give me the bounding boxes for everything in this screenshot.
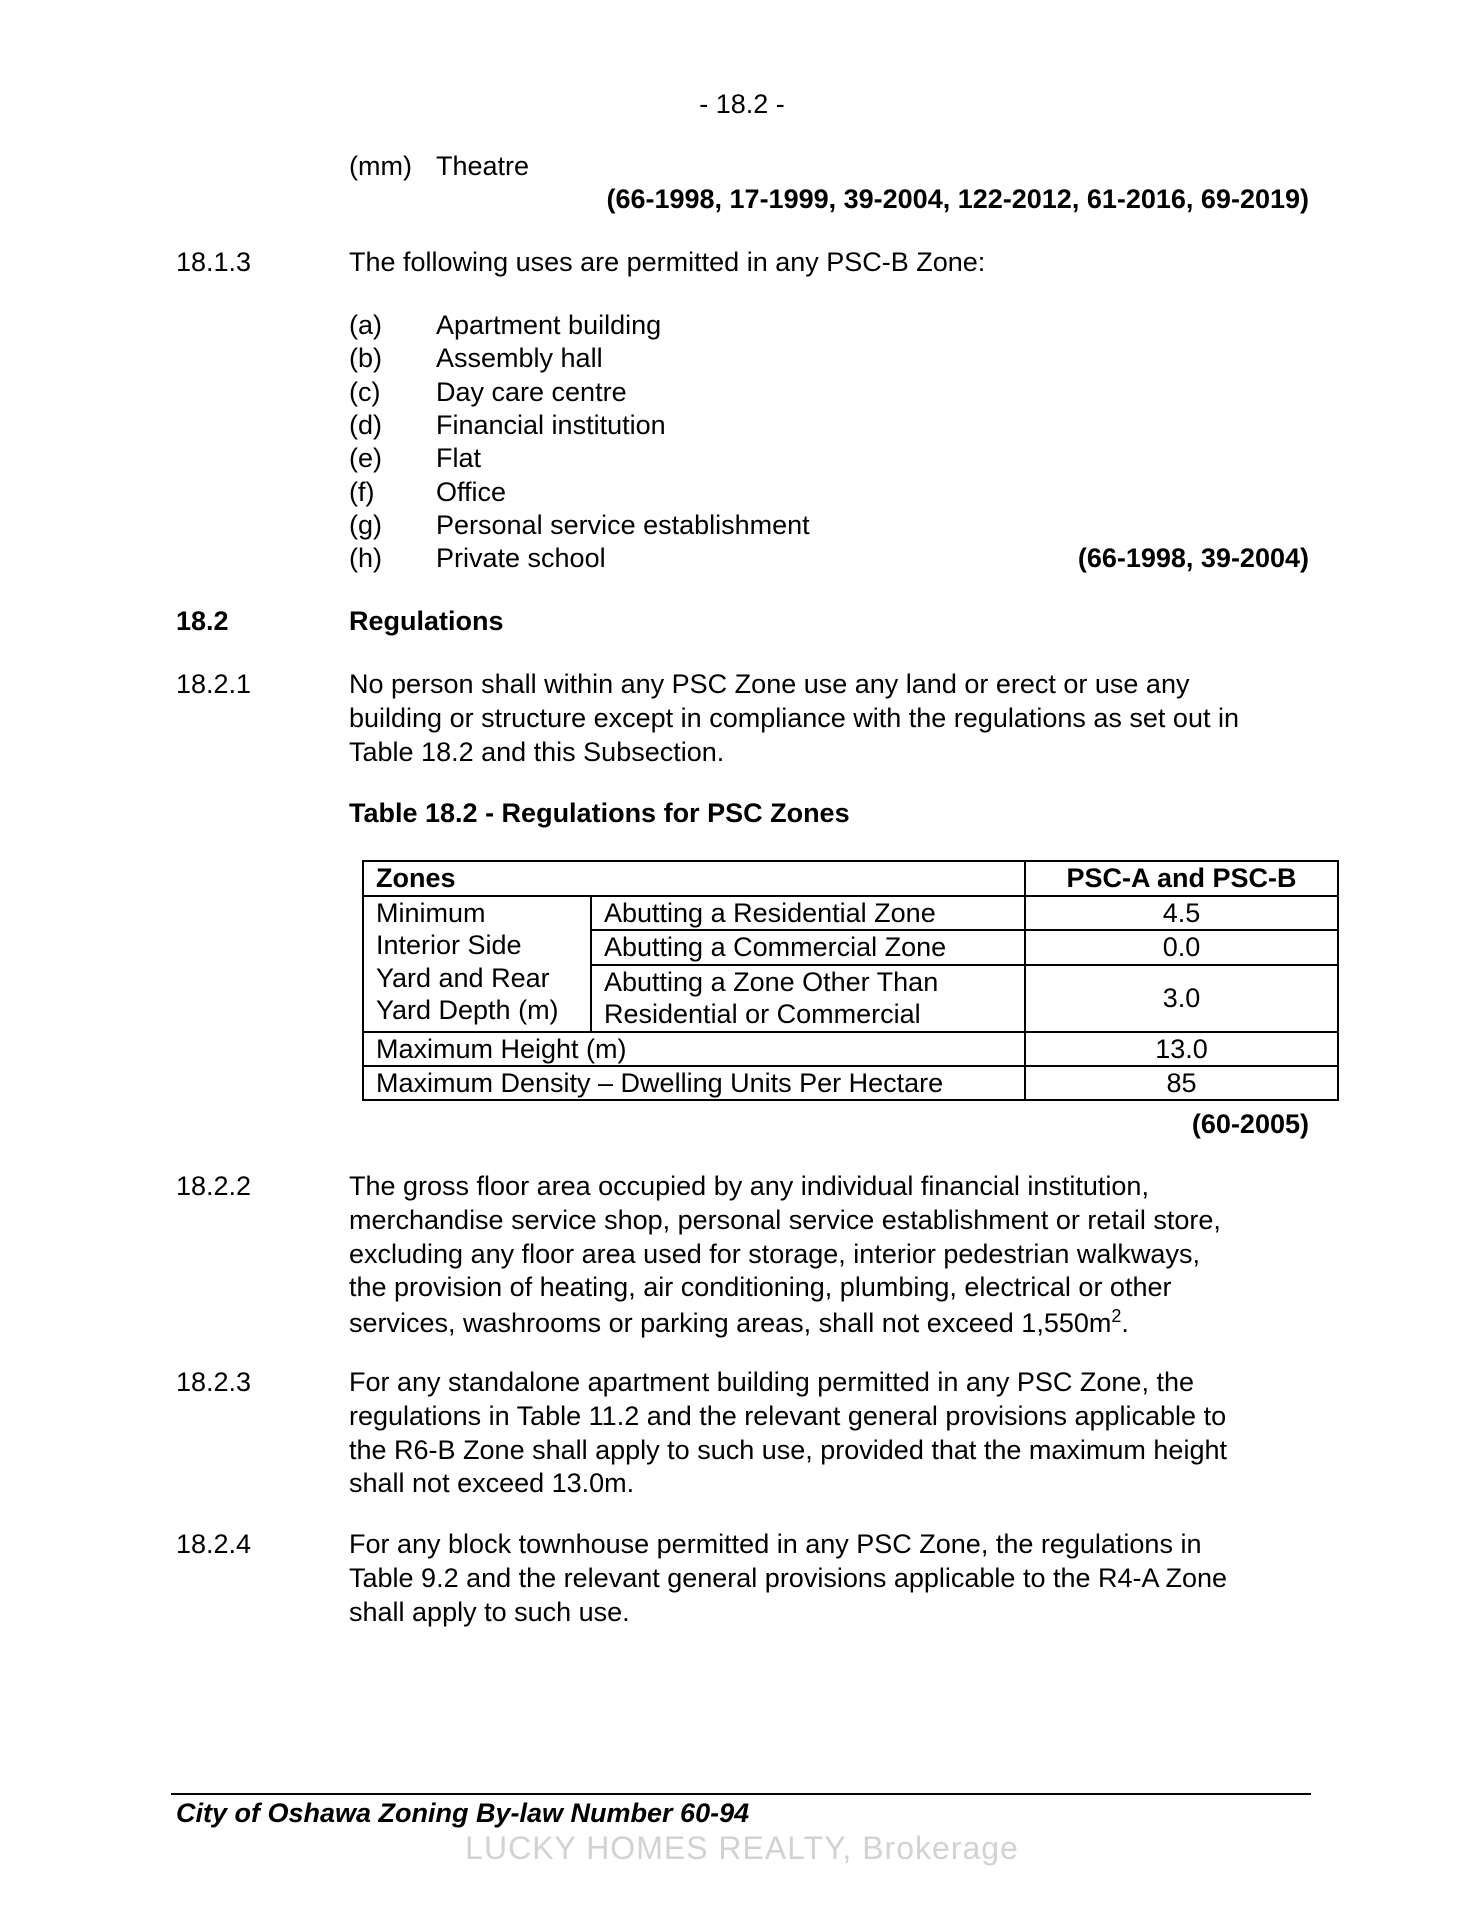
amendment-refs-theatre: (66-1998, 17-1999, 39-2004, 122-2012, 61-2016, 69-2019) [606, 184, 1309, 214]
table-header-zones: Zones [363, 861, 1025, 896]
section-number-18-1-3: 18.1.3 [176, 247, 252, 277]
footer-title: City of Oshawa Zoning By-law Number 60-94 [176, 1798, 750, 1828]
section-number-18-2-1: 18.2.1 [176, 669, 252, 699]
table-cell-line: Residential or Commercial [604, 999, 921, 1030]
paragraph-line: the R6-B Zone shall apply to such use, provided that the maximum height [349, 1434, 1227, 1465]
paragraph-line: excluding any floor area used for storage, interior pedestrian walkways, [349, 1238, 1200, 1269]
punctuation: . [1121, 1308, 1129, 1338]
regulations-table [362, 860, 1339, 1101]
list-item-text: Flat [436, 443, 482, 473]
list-item [349, 509, 810, 543]
table-cell-value: 85 [1025, 1066, 1338, 1100]
list-item-text: Day care centre [436, 377, 627, 407]
list-item-label: (mm) [349, 151, 412, 181]
paragraph-line: For any standalone apartment building permitted in any PSC Zone, the [349, 1367, 1194, 1397]
table-row [363, 896, 1338, 930]
list-item-label: (h) [349, 543, 382, 573]
list-item [349, 442, 481, 476]
list-item-text: Office [436, 477, 507, 507]
section-number-18-2-3: 18.2.3 [176, 1367, 252, 1397]
paragraph-line: shall apply to such use. [349, 1596, 630, 1627]
footer-divider [171, 1793, 1311, 1795]
paragraph-line: Table 9.2 and the relevant general provisions applicable to the R4-A Zone [349, 1562, 1228, 1593]
paragraph-line: regulations in Table 11.2 and the relevant general provisions applicable to [349, 1400, 1227, 1431]
list-item [349, 542, 606, 576]
table-cell-value: 13.0 [1025, 1032, 1338, 1066]
table-header-row [363, 861, 1338, 896]
list-item-text: Apartment building [436, 310, 662, 340]
list-item-label: (g) [349, 510, 382, 540]
setback-label-line: Minimum [376, 898, 486, 928]
paragraph-line: the provision of heating, air conditioning, plumbing, electrical or other [349, 1272, 1172, 1303]
table-header-value: PSC-A and PSC-B [1025, 861, 1338, 896]
table-cell-line: Abutting a Zone Other Than [604, 966, 939, 997]
section-text-18-2-3 [349, 1366, 1309, 1501]
list-item [349, 342, 603, 376]
section-number-18-2-2: 18.2.2 [176, 1171, 252, 1201]
list-item-label: (c) [349, 377, 381, 407]
amendment-refs-table: (60-2005) [1191, 1109, 1309, 1139]
setback-label-line: Interior Side [376, 930, 522, 961]
table-cell-label [591, 965, 1025, 1032]
paragraph-text: services, washrooms or parking areas, shall not exceed 1,550m [349, 1308, 1112, 1338]
section-text-18-2-2 [349, 1170, 1309, 1341]
list-item-theatre [349, 150, 529, 184]
setback-label-cell [363, 896, 591, 1032]
table-cell-value: 0.0 [1025, 930, 1338, 964]
paragraph-line: merchandise service shop, personal service establishment or retail store, [349, 1204, 1221, 1235]
setback-label-line: Yard and Rear [376, 962, 550, 993]
section-text-18-2-1 [349, 668, 1309, 769]
paragraph-line: For any block townhouse permitted in any PSC Zone, the regulations in [349, 1529, 1202, 1559]
section-number-18-2-4: 18.2.4 [176, 1529, 252, 1559]
section-title-18-2: Regulations [349, 606, 504, 636]
list-item-text: Private school [436, 543, 606, 573]
paragraph-line: building or structure except in compliance with the regulations as set out in [349, 702, 1239, 733]
table-row [363, 1032, 1338, 1066]
list-item-label: (e) [349, 443, 382, 473]
table-cell-label: Maximum Height (m) [363, 1032, 1025, 1066]
amendment-refs-18-1-3: (66-1998, 39-2004) [1077, 543, 1309, 573]
superscript: 2 [1111, 1306, 1122, 1326]
section-number-18-2: 18.2 [176, 606, 229, 636]
list-item-label: (a) [349, 310, 382, 340]
list-item-text: Personal service establishment [436, 510, 810, 540]
list-item-label: (b) [349, 343, 382, 373]
list-item [349, 376, 627, 410]
list-item-label: (f) [349, 477, 375, 507]
list-item [349, 309, 661, 343]
section-text-18-1-3: The following uses are permitted in any PSC-B Zone: [349, 247, 986, 277]
table-cell-label: Abutting a Commercial Zone [591, 930, 1025, 964]
setback-label-line: Yard Depth (m) [376, 995, 559, 1026]
paragraph-line: Table 18.2 and this Subsection. [349, 736, 725, 767]
page-number: - 18.2 - [699, 89, 785, 119]
list-item-label: (d) [349, 410, 382, 440]
section-text-18-2-4 [349, 1528, 1309, 1629]
table-cell-value: 4.5 [1025, 896, 1338, 930]
watermark: LUCKY HOMES REALTY, Brokerage [465, 1830, 1019, 1866]
table-row [363, 1066, 1338, 1100]
paragraph-line: No person shall within any PSC Zone use any land or erect or use any [349, 669, 1190, 699]
paragraph-line [349, 1305, 1309, 1341]
list-item-text: Assembly hall [436, 343, 603, 373]
table-title: Table 18.2 - Regulations for PSC Zones [349, 798, 850, 828]
table-cell-label: Maximum Density – Dwelling Units Per Hectare [363, 1066, 1025, 1100]
list-item-text: Financial institution [436, 410, 666, 440]
paragraph-line: shall not exceed 13.0m. [349, 1468, 635, 1499]
paragraph-line: The gross floor area occupied by any individual financial institution, [349, 1171, 1149, 1201]
list-item-text: Theatre [436, 151, 530, 181]
list-item [349, 476, 506, 510]
table-cell-label: Abutting a Residential Zone [591, 896, 1025, 930]
table-cell-value: 3.0 [1025, 965, 1338, 1032]
list-item [349, 409, 666, 443]
